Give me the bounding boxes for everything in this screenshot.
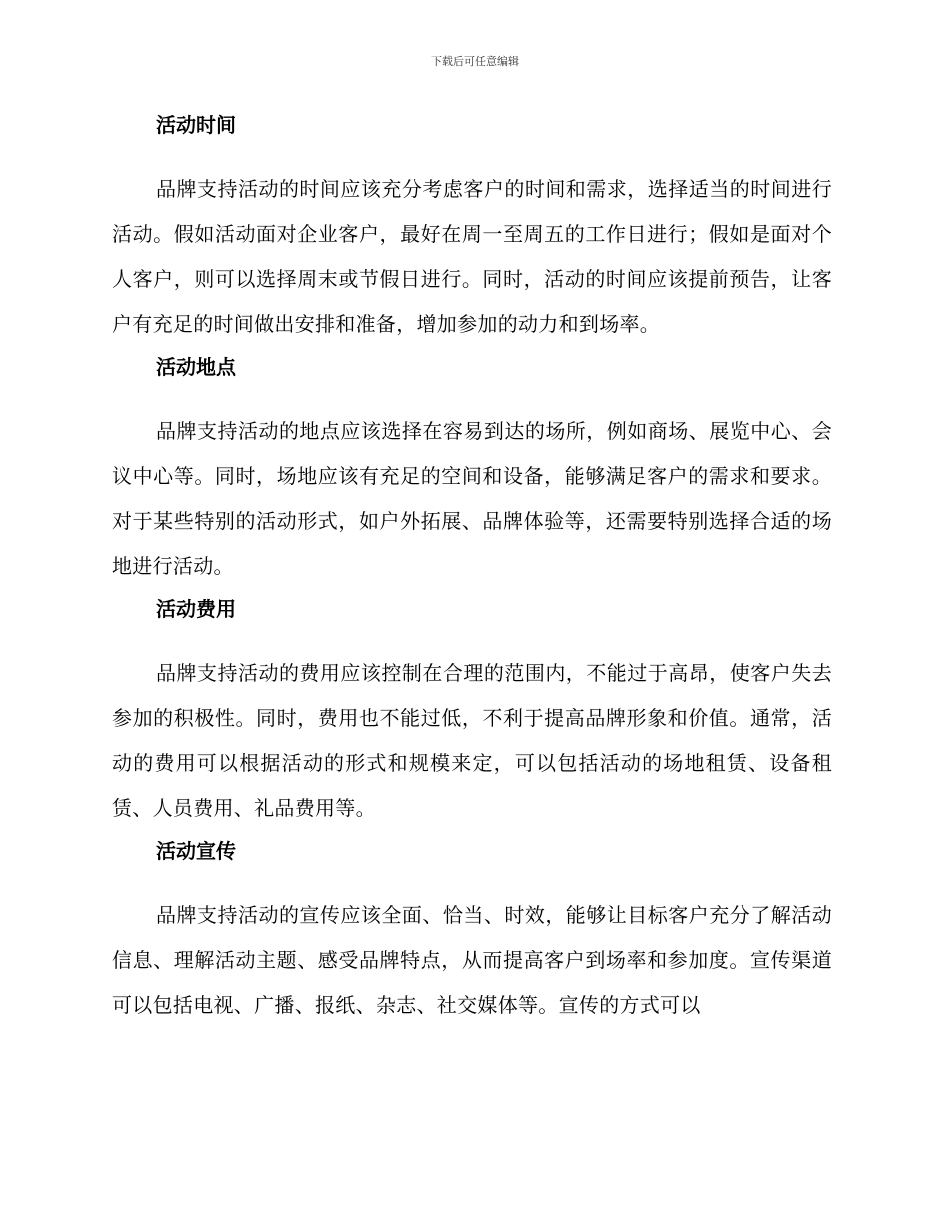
- section-activity-cost: [112, 594, 832, 831]
- section-heading: 活动费用: [156, 597, 236, 621]
- section-activity-location: [112, 352, 832, 589]
- page-header: 下载后可任意编辑: [431, 55, 519, 68]
- section-heading: 活动地点: [156, 355, 236, 379]
- section-paragraph: 品牌支持活动的费用应该控制在合理的范围内，不能过于高昂，使客户失去参加的积极性。同时，费用也不能过低，不利于提高品牌形象和价值。通常，活动的费用可以根据活动的形式和规模来定，可以包括活动的场地租赁、设备租赁、人员费用、礼品费用等。: [112, 661, 832, 820]
- section-heading: 活动宣传: [156, 839, 236, 863]
- document-content: [112, 110, 832, 1033]
- section-activity-time: [112, 110, 832, 347]
- section-heading: 活动时间: [156, 113, 236, 137]
- section-paragraph: 品牌支持活动的地点应该选择在容易到达的场所，例如商场、展览中心、会议中心等。同时，场地应该有充足的空间和设备，能够满足客户的需求和要求。对于某些特别的活动形式，如户外拓展、品牌体验等，还需要特别选择合适的场地进行活动。: [112, 419, 832, 578]
- section-activity-promotion: [112, 836, 832, 1028]
- section-paragraph: 品牌支持活动的时间应该充分考虑客户的时间和需求，选择适当的时间进行活动。假如活动面对企业客户，最好在周一至周五的工作日进行；假如是面对个人客户，则可以选择周末或节假日进行。同时，活动的时间应该提前预告，让客户有充足的时间做出安排和准备，增加参加的动力和到场率。: [112, 177, 832, 336]
- section-paragraph: 品牌支持活动的宣传应该全面、恰当、时效，能够让目标客户充分了解活动信息、理解活动主题、感受品牌特点，从而提高客户到场率和参加度。宣传渠道可以包括电视、广播、报纸、杂志、社交媒体等。宣传的方式可以: [112, 903, 832, 1017]
